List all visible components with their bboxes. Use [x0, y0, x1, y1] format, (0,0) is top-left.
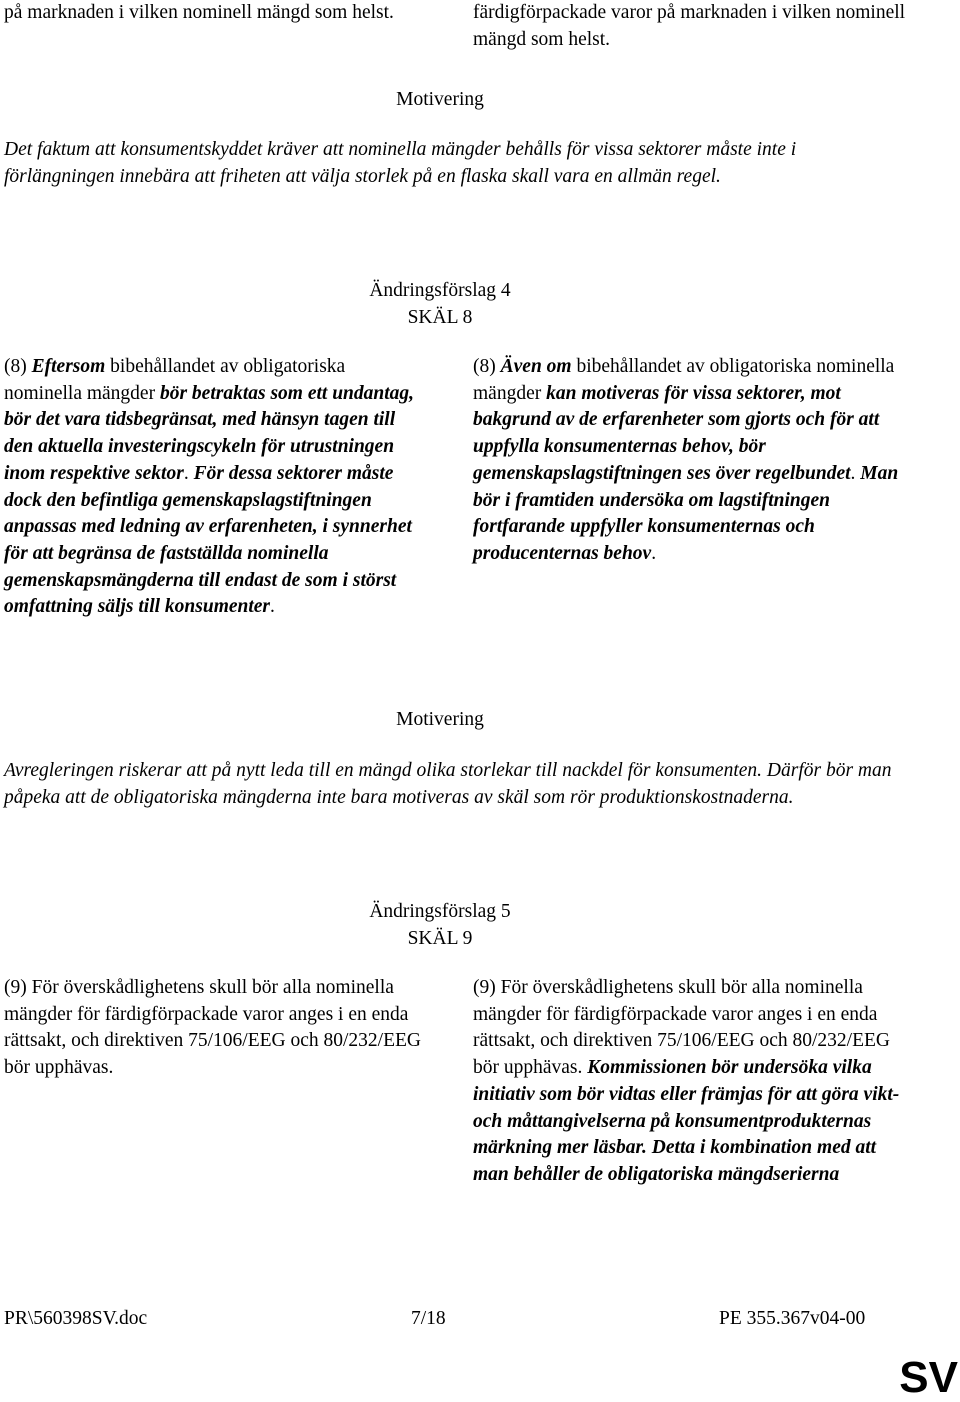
- added-text: Även om: [500, 356, 572, 377]
- deleted-text: bör betraktas som ett undantag, bör det vara tidsbegränsat, med hänsyn tagen till den aktuella investeringscykeln för utrustningen inom respektive sektor: [4, 382, 415, 484]
- added-text: Kommissionen bör undersöka vilka initiativ som bör vidtas eller främjas för att göra vikt- och måttangivelserna på konsumentprodukternas märkning mer läsbar. Detta i kombination med att man behåller de obligatoriska mängdserierna: [473, 1057, 900, 1185]
- motivering-text-1: Det faktum att konsumentskyddet kräver att nominella mängder behålls för vissa sektorer måste inte i förlängningen innebära att friheten att välja storlek på en flaska skall vara en allmän regel.: [4, 139, 797, 187]
- footer-document-ref: PR\560398SV.doc: [4, 1308, 148, 1329]
- amendment-4-commission-text: [4, 354, 424, 621]
- top-fragment-right: färdigförpackade varor på marknaden i vilken nominell mängd som helst.: [473, 2, 906, 50]
- unchanged-text: .: [183, 462, 194, 484]
- unchanged-text: .: [651, 542, 657, 564]
- added-text: kan motiveras för vissa sektorer, mot bakgrund av de erfarenheter som gjorts och för att uppfylla konsumenternas behov, bör gemenskapslagstiftningen ses över regelbundet: [473, 382, 880, 484]
- unchanged-text: (9) För överskådlighetens skull bör alla nominella mängder för färdigförpackade varor anges i en enda rättsakt, och direktiven 75/106/EEG och 80/232/EEG bör upphävas.: [473, 977, 890, 1079]
- amendment-5-parliament-text: [473, 975, 913, 1189]
- motivering-heading-2: Motivering: [396, 709, 484, 730]
- amendment-4-title: Ändringsförslag 4: [369, 280, 511, 301]
- amendment-5-commission-text: (9) För överskådlighetens skull bör alla nominella mängder för färdigförpackade varor anges i en enda rättsakt, och direktiven 75/106/EEG och 80/232/EEG bör upphävas.: [4, 977, 421, 1079]
- motivering-text-2: Avregleringen riskerar att på nytt leda till en mängd olika storlekar till nackdel för konsumenten. Därför bör man påpeka att de obligatoriska mängderna inte bara motiveras av skäl som rör produktionskostnaderna.: [4, 760, 892, 808]
- recital-number: (8): [4, 356, 32, 377]
- motivering-heading-1: Motivering: [396, 89, 484, 110]
- added-text: Man bör i framtiden undersöka om lagstiftningen fortfarande uppfyller konsumenternas och producenternas behov: [473, 462, 899, 564]
- deleted-text: Eftersom: [31, 356, 106, 377]
- amendment-5-title: Ändringsförslag 5: [369, 901, 511, 922]
- footer-page-number: 7/18: [411, 1308, 446, 1329]
- footer-pe-ref: PE 355.367v04-00: [719, 1308, 866, 1329]
- unchanged-text: bibehållandet av obligatoriska nominella mängder: [4, 356, 346, 404]
- amendment-4-recital: SKÄL 8: [407, 307, 473, 328]
- amendment-5-recital: SKÄL 9: [407, 928, 473, 949]
- unchanged-text: .: [850, 462, 861, 484]
- top-fragment-left: på marknaden i vilken nominell mängd som helst.: [4, 2, 394, 23]
- amendment-4-parliament-text: [473, 354, 913, 568]
- unchanged-text: bibehållandet av obligatoriska nominella mängder: [473, 356, 895, 404]
- recital-number: (8): [473, 356, 501, 377]
- language-code: SV: [899, 1353, 958, 1402]
- deleted-text: För dessa sektorer måste dock den befintliga gemenskapslagstiftningen anpassas med ledning av erfarenheten, i synnerhet för att begränsa de fastställda nominella gemenskapsmängderna till endast de som i störst omfattning säljs till konsumenter: [4, 462, 412, 618]
- unchanged-text: .: [270, 596, 275, 618]
